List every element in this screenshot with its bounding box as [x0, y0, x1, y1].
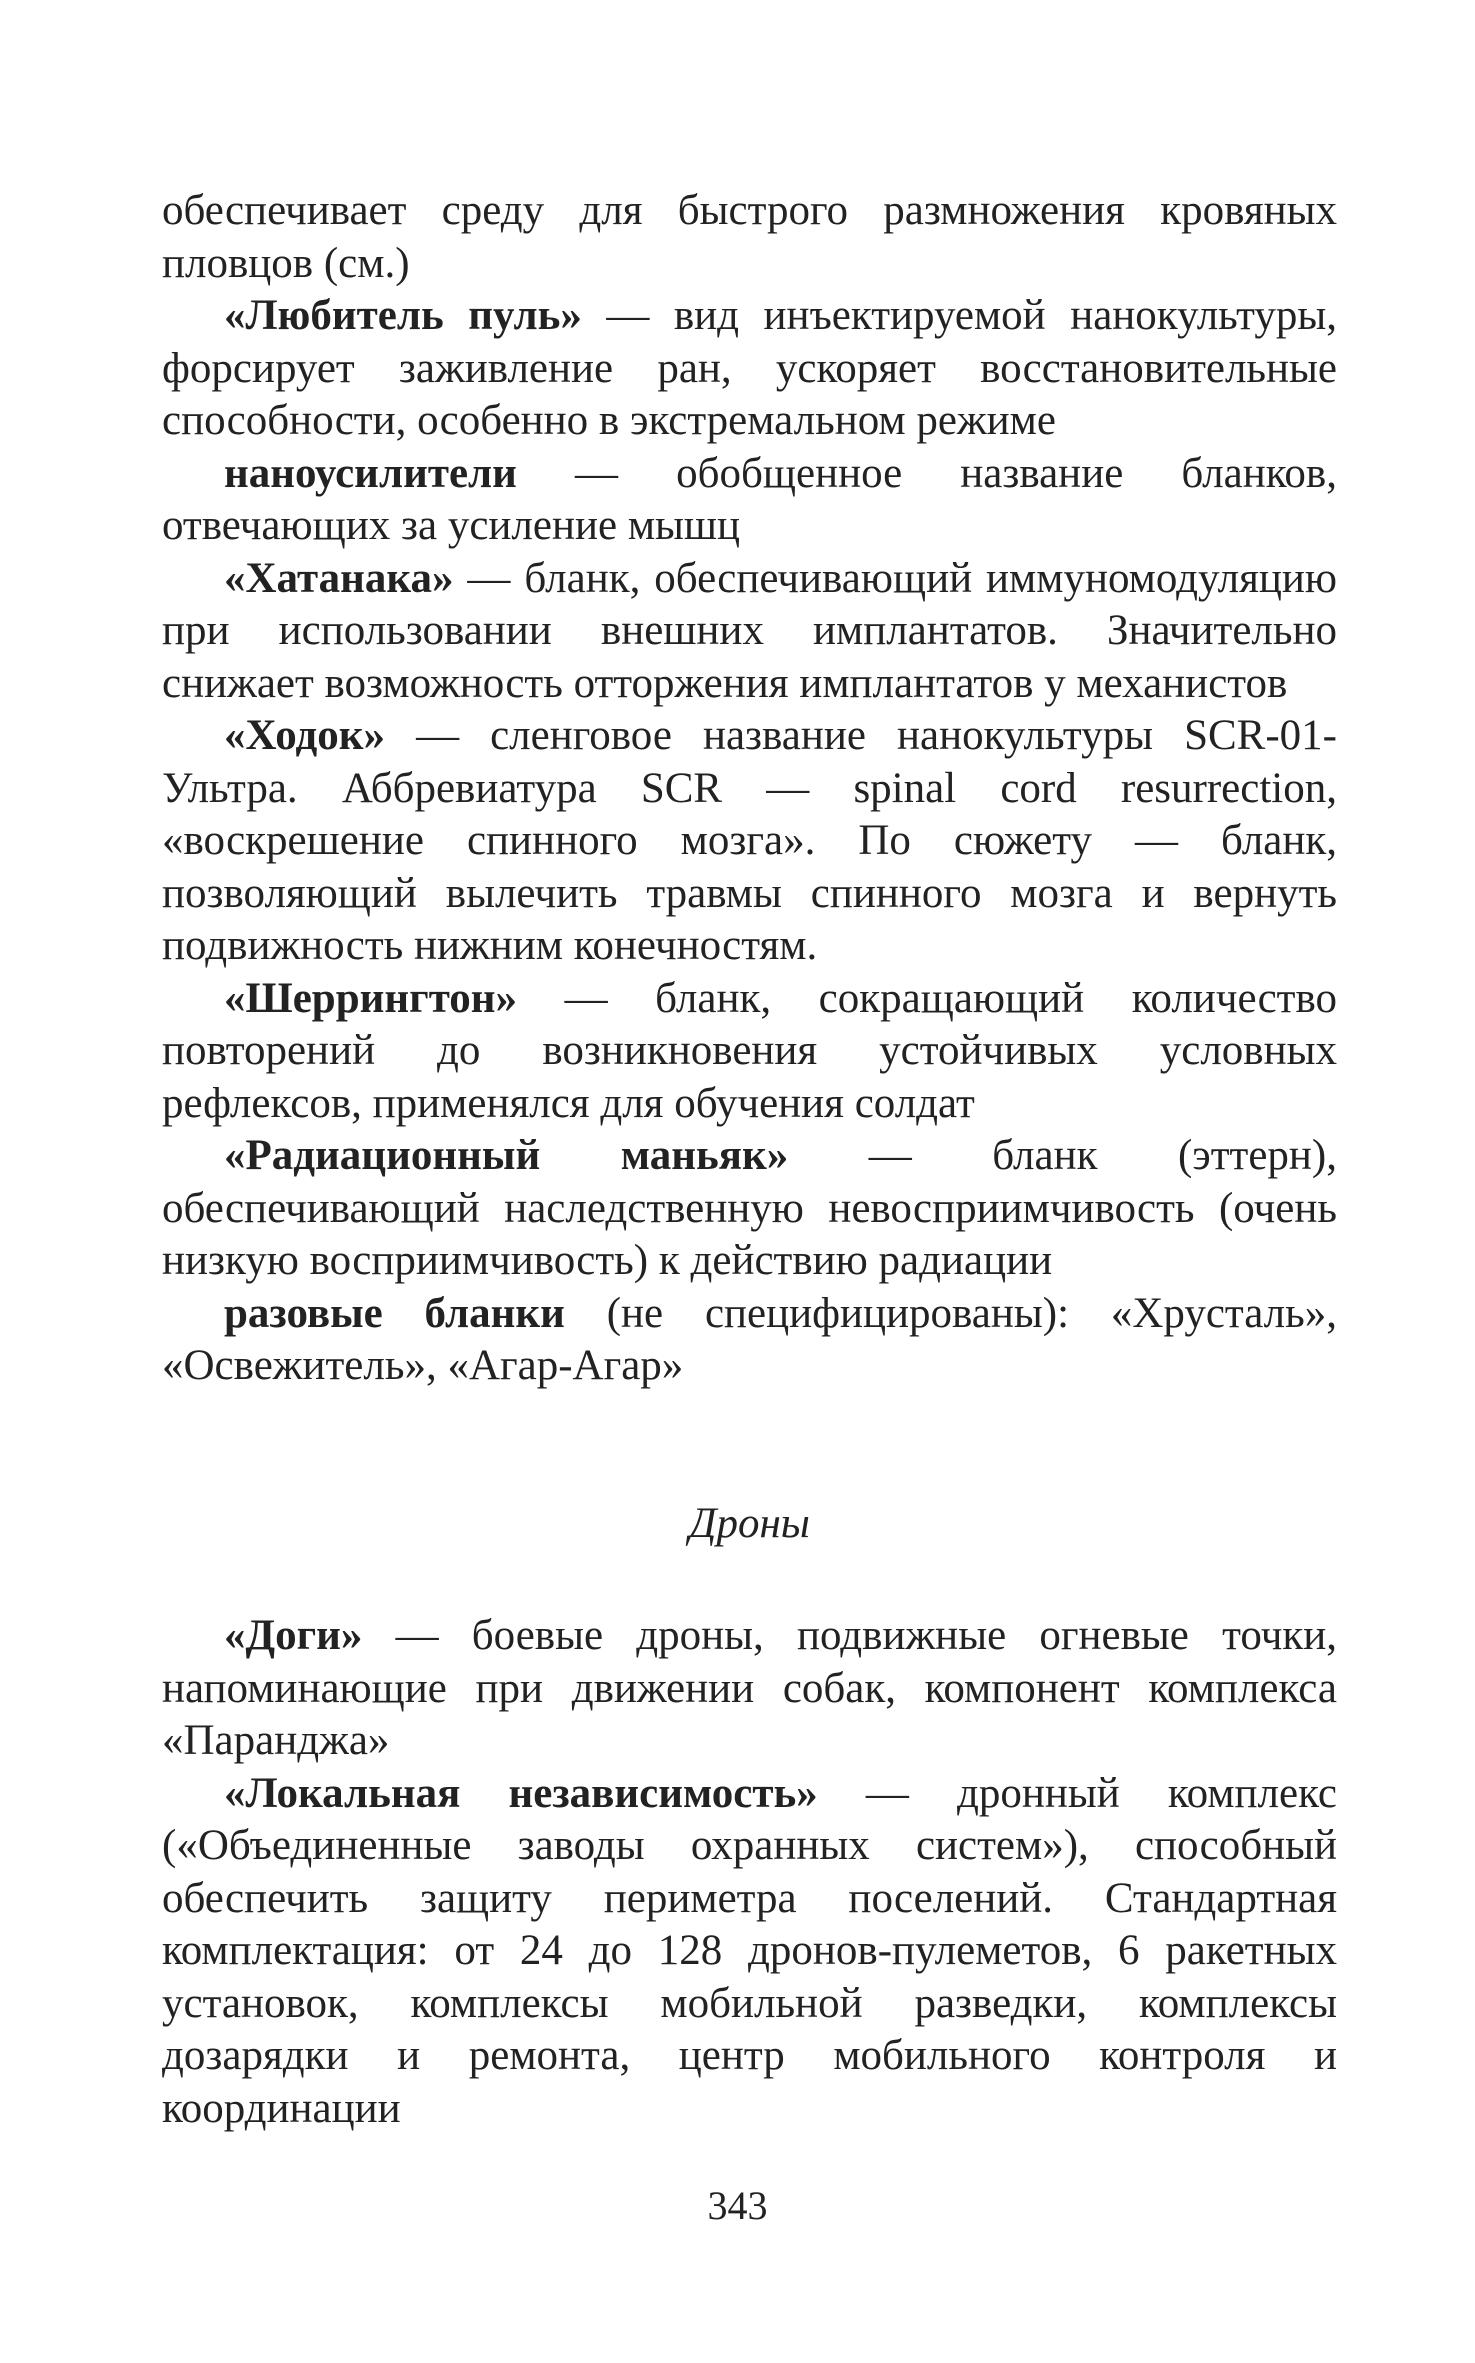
- section-heading: Дроны: [689, 1499, 810, 1547]
- entry-definition: — боевые дроны, подвижные огневые точки, напоминающие при движении собак, компонент комплекса «Паранджа»: [162, 1612, 1337, 1764]
- entry-definition: — бланк, сокращающий количество повторений до возникновения устойчивых условных рефлексов, применялся для обучения солдат: [162, 974, 1337, 1127]
- entry-term: «Ходок»: [224, 712, 386, 759]
- entry-definition: — обобщенное название бланков, отвечающих за усиление мышц: [162, 449, 1337, 549]
- glossary-entry-lokalnaya-nezavisimost: [162, 1768, 1337, 2136]
- glossary-entry-khatanaka: [162, 553, 1337, 711]
- glossary-entry-nanousiliteli: [162, 448, 1337, 553]
- paragraph-continuation: [162, 185, 1337, 290]
- entry-term: «Радиационный маньяк»: [224, 1132, 789, 1179]
- section-spacer: [162, 1550, 1337, 1610]
- entry-term: «Хатанака»: [224, 554, 454, 602]
- entry-definition: — вид инъектируемой нанокультуры, форсирует заживление ран, ускоряет восстановительные способности, особенно в экстремальном режиме: [162, 292, 1337, 444]
- section-spacer: [162, 1393, 1337, 1498]
- glossary-entry-sherrington: [162, 973, 1337, 1131]
- paragraph-text: обеспечивает среду для быстрого размножения кровяных пловцов (см.): [162, 187, 1337, 287]
- entry-definition: — бланк (эттерн), обеспечивающий наследственную невосприимчивость (очень низкую восприимчивость) к действию радиации: [162, 1132, 1338, 1284]
- entry-term: разовые бланки: [224, 1289, 565, 1337]
- page-body: [162, 185, 1337, 2135]
- entry-definition: — дронный комплекс («Объединенные заводы охранных систем»), способный обеспечить защиту периметра поселений. Стандартная комплектация: от 24 до 128 дронов-пулеметов, 6 ракетных установок, комплексы мобильной разведки, комплексы дозарядки и ремонта, центр мобильного контроля и координации: [162, 1769, 1337, 2132]
- entry-definition: (не специфицированы): «Хрусталь», «Освежитель», «Агар-Агар»: [162, 1289, 1337, 1389]
- glossary-entry-khodok: [162, 710, 1337, 973]
- entry-term: «Доги»: [224, 1612, 363, 1659]
- page-number: 343: [707, 2183, 768, 2228]
- entry-term: «Локальная независимость»: [224, 1769, 818, 1817]
- glossary-entry-razovye-blanki: [162, 1288, 1337, 1393]
- glossary-entry-radiatsionny-manyak: [162, 1130, 1337, 1288]
- glossary-entry-lyubitel-pul: [162, 290, 1337, 448]
- entry-definition: — бланк, обеспечивающий иммуномодуляцию при использовании внешних имплантатов. Значительно снижает возможность отторжения имплантатов у механистов: [162, 554, 1337, 707]
- entry-term: «Шеррингтон»: [224, 974, 518, 1022]
- entry-definition: — сленговое название нанокультуры SCR-01-Ультра. Аббревиатура SCR — spinal cord resurrection, «воскрешение спинного мозга». По сюжету — бланк, позволяющий вылечить травмы спинного мозга и вернуть подвижность нижним конечностям.: [162, 712, 1337, 969]
- entry-term: наноусилители: [224, 449, 517, 497]
- glossary-entry-dogi: [162, 1610, 1337, 1768]
- entry-term: «Любитель пуль»: [224, 292, 582, 339]
